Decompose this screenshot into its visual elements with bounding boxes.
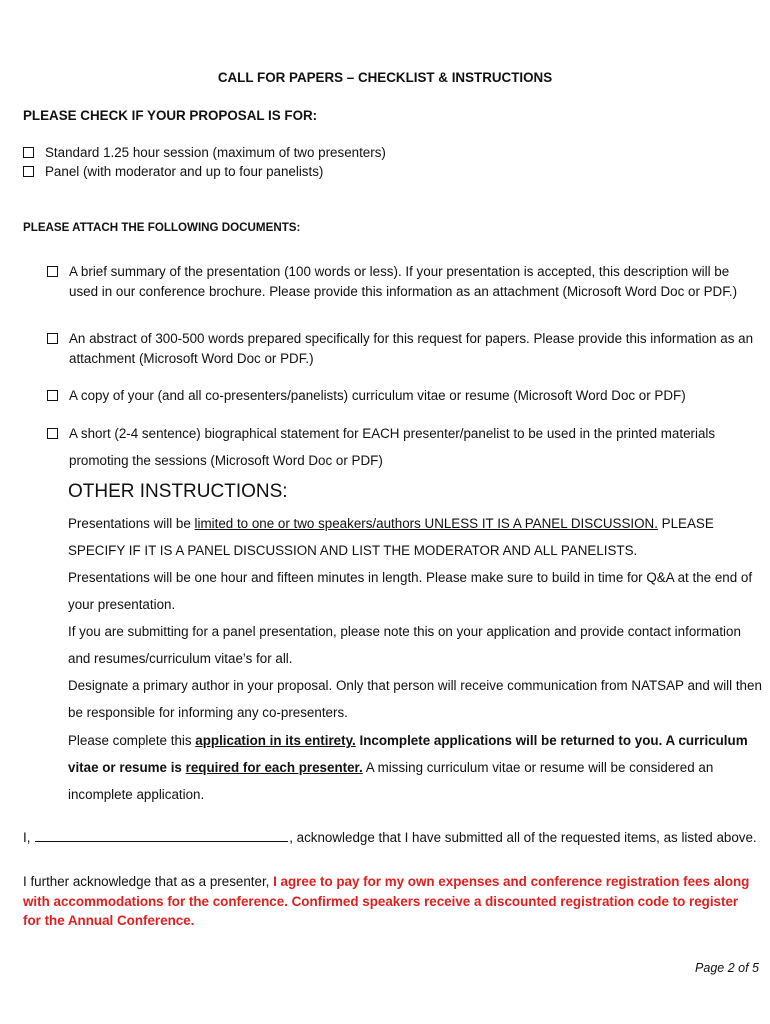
checkbox-icon[interactable] (47, 333, 58, 344)
instruction-primary-author: Designate a primary author in your proposal. Only that person will receive communication from NATSAP and will then be responsible for informing any co-presenters. (68, 678, 762, 720)
option-label: Standard 1.25 hour session (maximum of two presenters) (45, 145, 386, 160)
red-emphasis-text: I agree to pay for my own expenses and conference registration fees along with accommodations for the conference. Confirmed speakers receive a discounted registration code to register for the Annual Conference. (23, 874, 750, 928)
checkbox-icon[interactable] (23, 166, 34, 177)
page-number: Page 2 of 5 (695, 961, 759, 975)
other-instructions-heading: OTHER INSTRUCTIONS: (68, 481, 288, 502)
option-panel[interactable] (23, 162, 323, 181)
underlined-text: limited to one or two speakers/authors UNLESS IT IS A PANEL DISCUSSION. (194, 516, 658, 531)
document-label: A short (2-4 sentence) biographical statement for EACH presenter/panelist to be used in the printed materials promoting the sessions (Microsoft Word Doc or PDF) (69, 426, 716, 468)
checkbox-icon[interactable] (47, 390, 58, 401)
proposal-type-heading: PLEASE CHECK IF YOUR PROPOSAL IS FOR: (23, 108, 318, 123)
document-label: A brief summary of the presentation (100 words or less). If your presentation is accepted, this description will be used in our conference brochure. Please provide this information as an attachment (Microsoft Word Doc or PDF.) (69, 264, 738, 299)
checkbox-icon[interactable] (23, 147, 34, 158)
attach-documents-heading: PLEASE ATTACH THE FOLLOWING DOCUMENTS: (23, 221, 301, 234)
text-span: PLEASE SPECIFY IF IT IS A PANEL DISCUSSION AND LIST THE MODERATOR AND ALL PANELISTS. (68, 516, 714, 558)
bold-text: Incomplete applications will be returned to you. A curriculum vitae or resume is (68, 733, 748, 775)
acknowledgement-statement (23, 828, 759, 848)
text-span: Please complete this (68, 733, 196, 748)
document-abstract-item[interactable] (47, 329, 759, 368)
checkbox-icon[interactable] (47, 428, 58, 439)
name-blank-field[interactable] (35, 829, 288, 842)
document-summary-item[interactable] (47, 262, 759, 301)
underlined-bold-text: application in its entirety. (195, 733, 356, 748)
text-span: , acknowledge that I have submitted all of the requested items, as listed above. (289, 830, 757, 845)
instruction-length: Presentations will be one hour and fifteen minutes in length. Please make sure to build in time for Q&A at the end of your presentation. (68, 570, 753, 612)
checkbox-icon[interactable] (47, 266, 58, 277)
option-label: Panel (with moderator and up to four panelists) (45, 164, 324, 179)
instruction-panel: If you are submitting for a panel presentation, please note this on your application and provide contact information and resumes/curriculum vitae’s for all. (68, 624, 741, 666)
text-span: Presentations will be (68, 516, 195, 531)
text-span: A missing curriculum vitae or resume will be considered an incomplete application. (68, 760, 714, 802)
text-span: I, (23, 830, 31, 845)
underlined-bold-text: required for each presenter. (185, 760, 363, 775)
instruction-speakers (68, 510, 763, 564)
option-standard-session[interactable] (23, 143, 386, 162)
document-label: A copy of your (and all co-presenters/panelists) curriculum vitae or resume (Microsoft Word Doc or PDF) (69, 388, 686, 403)
document-bio-item[interactable] (47, 420, 759, 474)
page-title: CALL FOR PAPERS – CHECKLIST & INSTRUCTIONS (217, 70, 553, 85)
further-acknowledgement (23, 872, 759, 931)
document-label: An abstract of 300-500 words prepared specifically for this request for papers. Please provide this information as an attachment (Microsoft Word Doc or PDF.) (69, 331, 754, 366)
document-cv-item[interactable] (47, 386, 759, 406)
instruction-complete-application (68, 727, 763, 808)
text-span: I further acknowledge that as a presenter, (23, 874, 274, 889)
